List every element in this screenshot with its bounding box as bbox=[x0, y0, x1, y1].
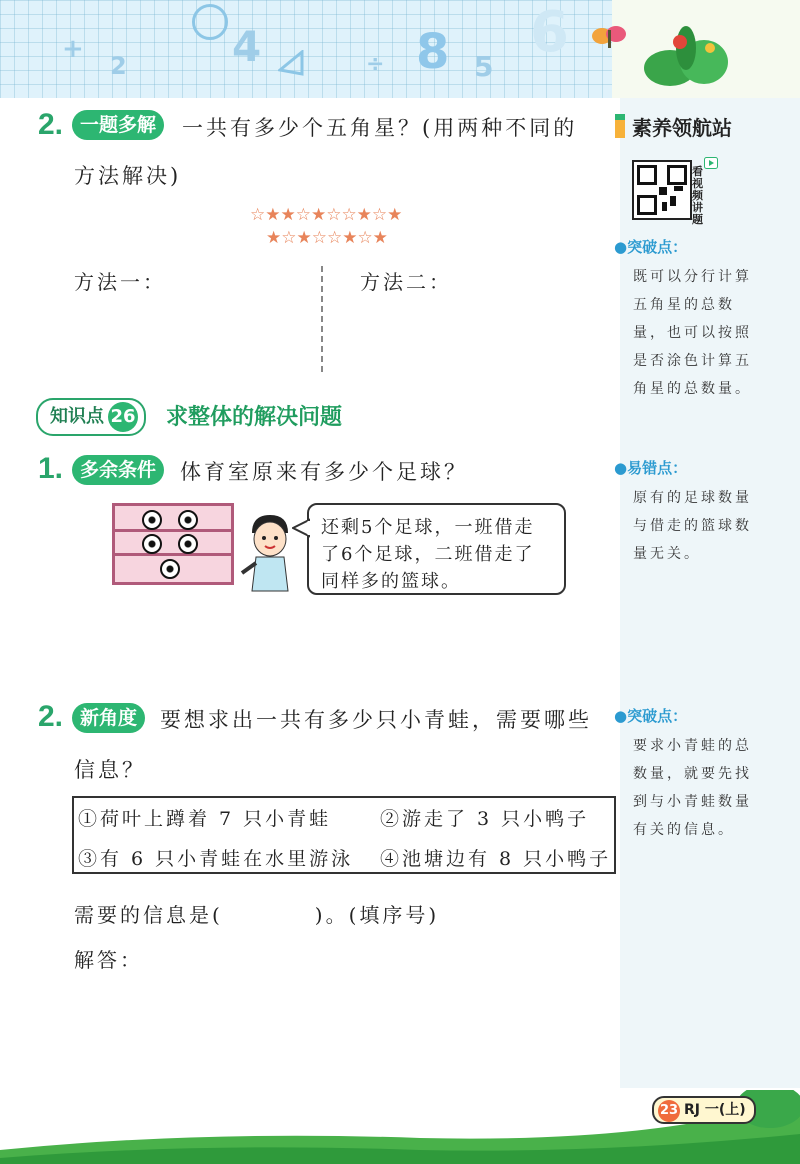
question-text: 体育室原来有多少个足球？ bbox=[180, 460, 468, 484]
question-text: 信息？ bbox=[74, 758, 146, 782]
question-text: 要想求出一共有多少只小青蛙，需要哪些 bbox=[160, 708, 592, 732]
note-title bbox=[614, 705, 687, 726]
plant-illustration-icon bbox=[640, 22, 730, 94]
note-title bbox=[614, 236, 687, 257]
speech-line: 了6个足球，二班借走了 bbox=[321, 544, 535, 565]
star-row: ★☆★☆☆★☆★ bbox=[266, 228, 388, 248]
digit-decoration-icon: 4 bbox=[232, 22, 262, 71]
speech-bubble bbox=[307, 503, 566, 595]
note-line: 有关的信息。 bbox=[633, 822, 735, 838]
answer-label: 解答： bbox=[74, 948, 143, 972]
sidebar-header: 素养领航站 bbox=[632, 116, 732, 140]
divider bbox=[321, 266, 323, 372]
soccer-ball-icon bbox=[160, 559, 180, 579]
knowledge-title: 求整体的解决问题 bbox=[166, 405, 343, 430]
circle-decoration-icon bbox=[192, 4, 228, 40]
page-badge bbox=[652, 1096, 756, 1124]
option-item: ①荷叶上蹲着 7 只小青蛙 bbox=[78, 808, 332, 830]
bullet-icon: ● bbox=[614, 459, 628, 477]
note-line: 与借走的篮球数 bbox=[633, 518, 752, 534]
option-item: ③有 6 只小青蛙在水里游泳 bbox=[78, 848, 354, 870]
soccer-ball-icon bbox=[178, 534, 198, 554]
book-label: RJ 一(上) bbox=[684, 1102, 746, 1118]
butterfly-icon bbox=[590, 22, 628, 56]
note-title-text: 突破点： bbox=[627, 707, 688, 725]
digit-decoration-icon: 2 bbox=[110, 52, 127, 80]
note-line: 要求小青蛙的总 bbox=[633, 738, 752, 754]
question-tag: 一题多解 bbox=[72, 110, 164, 140]
note-line: 量无关。 bbox=[633, 546, 701, 562]
method-label: 方法二： bbox=[360, 270, 452, 294]
option-item: ②游走了 3 只小鸭子 bbox=[380, 808, 590, 830]
note-title-text: 突破点： bbox=[627, 238, 688, 256]
question-number: 1. bbox=[38, 452, 64, 485]
qr-label-char: 视 bbox=[692, 177, 703, 190]
knowledge-number: 26 bbox=[108, 402, 138, 432]
question-text: 一共有多少个五角星？(用两种不同的 bbox=[182, 116, 578, 140]
bullet-icon: ● bbox=[614, 238, 628, 256]
play-icon bbox=[704, 157, 718, 169]
method-label: 方法一： bbox=[74, 270, 166, 294]
soccer-ball-icon bbox=[178, 510, 198, 530]
bullet-icon: ● bbox=[614, 707, 628, 725]
qr-code[interactable] bbox=[632, 160, 692, 220]
digit-decoration-icon: 5 bbox=[474, 50, 494, 83]
ball-shelf-illustration bbox=[112, 503, 234, 585]
answer-blank-line[interactable]: 需要的信息是( )。(填序号) bbox=[74, 903, 440, 927]
page-number: 23 bbox=[658, 1100, 680, 1122]
note-line: 数量，就要先找 bbox=[633, 766, 752, 782]
digit-decoration-icon: 6 bbox=[530, 0, 569, 65]
note-line: 原有的足球数量 bbox=[633, 490, 752, 506]
options-table bbox=[72, 796, 616, 874]
qr-label-char: 频 bbox=[692, 189, 703, 202]
qr-label-char: 题 bbox=[692, 213, 703, 226]
question-text: 方法解决) bbox=[74, 164, 182, 188]
knowledge-badge bbox=[36, 398, 146, 436]
bookmark-icon bbox=[613, 112, 627, 140]
note-line: 是否涂色计算五 bbox=[633, 353, 752, 369]
knowledge-badge-text: 知识点 bbox=[50, 406, 104, 427]
note-line: 量，也可以按照 bbox=[633, 325, 752, 341]
question-tag: 新角度 bbox=[72, 703, 145, 733]
option-item: ④池塘边有 8 只小鸭子 bbox=[380, 848, 612, 870]
note-line: 既可以分行计算 bbox=[633, 269, 752, 285]
star-row: ☆★★☆★☆☆★☆★ bbox=[250, 205, 403, 225]
qr-label-char: 看 bbox=[692, 165, 703, 178]
question-number: 2. bbox=[38, 700, 64, 733]
speech-line: 还剩5个足球，一班借走 bbox=[321, 517, 535, 538]
digit-decoration-icon: 8 bbox=[416, 24, 450, 80]
question-number: 2. bbox=[38, 108, 64, 141]
speech-tail bbox=[292, 518, 310, 538]
speech-line: 同样多的篮球。 bbox=[321, 571, 461, 592]
plus-decoration-icon: + bbox=[62, 34, 84, 64]
question-tag: 多余条件 bbox=[72, 455, 164, 485]
divide-decoration-icon: ÷ bbox=[366, 52, 385, 77]
note-title bbox=[614, 457, 687, 478]
note-title-text: 易错点： bbox=[627, 459, 688, 477]
note-line: 到与小青蛙数量 bbox=[633, 794, 752, 810]
qr-label bbox=[692, 166, 703, 226]
note-line: 五角星的总数 bbox=[633, 297, 735, 313]
soccer-ball-icon bbox=[142, 534, 162, 554]
triangle-decoration-icon bbox=[278, 50, 306, 76]
qr-label-char: 讲 bbox=[692, 201, 703, 214]
soccer-ball-icon bbox=[142, 510, 162, 530]
note-line: 角星的总数量。 bbox=[633, 381, 752, 397]
